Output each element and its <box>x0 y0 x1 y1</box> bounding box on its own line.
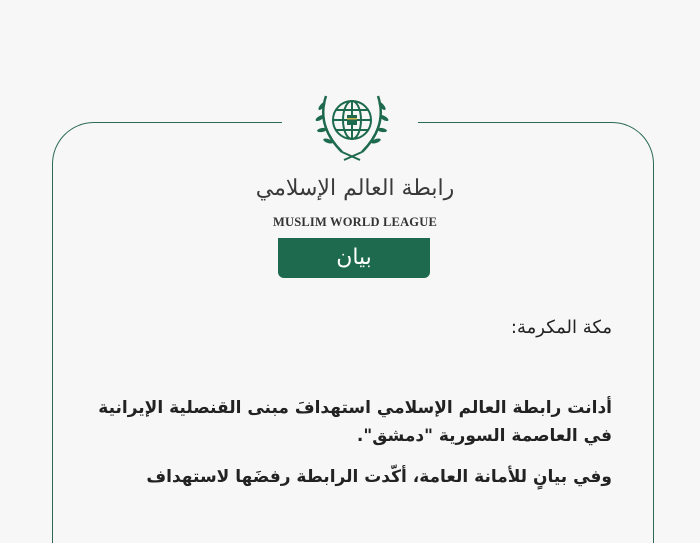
paragraph-1 <box>98 394 612 450</box>
logo-arabic-name: رابطة العالم الإسلامي <box>255 176 455 201</box>
paragraph-1-line-2: في العاصمة السورية "دمشق". <box>356 426 612 446</box>
logo-english-name: MUSLIM WORLD LEAGUE <box>272 215 437 229</box>
location-heading: مكة المكرمة: <box>510 317 612 338</box>
statement-banner: بيان <box>278 238 430 278</box>
globe-wreath-emblem-icon <box>312 86 392 162</box>
paragraph-1-line-1: أدانت رابطة العالم الإسلامي استهدافَ مبنى القنصلية الإيرانية <box>98 398 612 418</box>
paragraph-2-line-1: وفي بيانٍ للأمانة العامة، أكّدت الرابطة رفضَها لاستهداف <box>146 467 612 487</box>
